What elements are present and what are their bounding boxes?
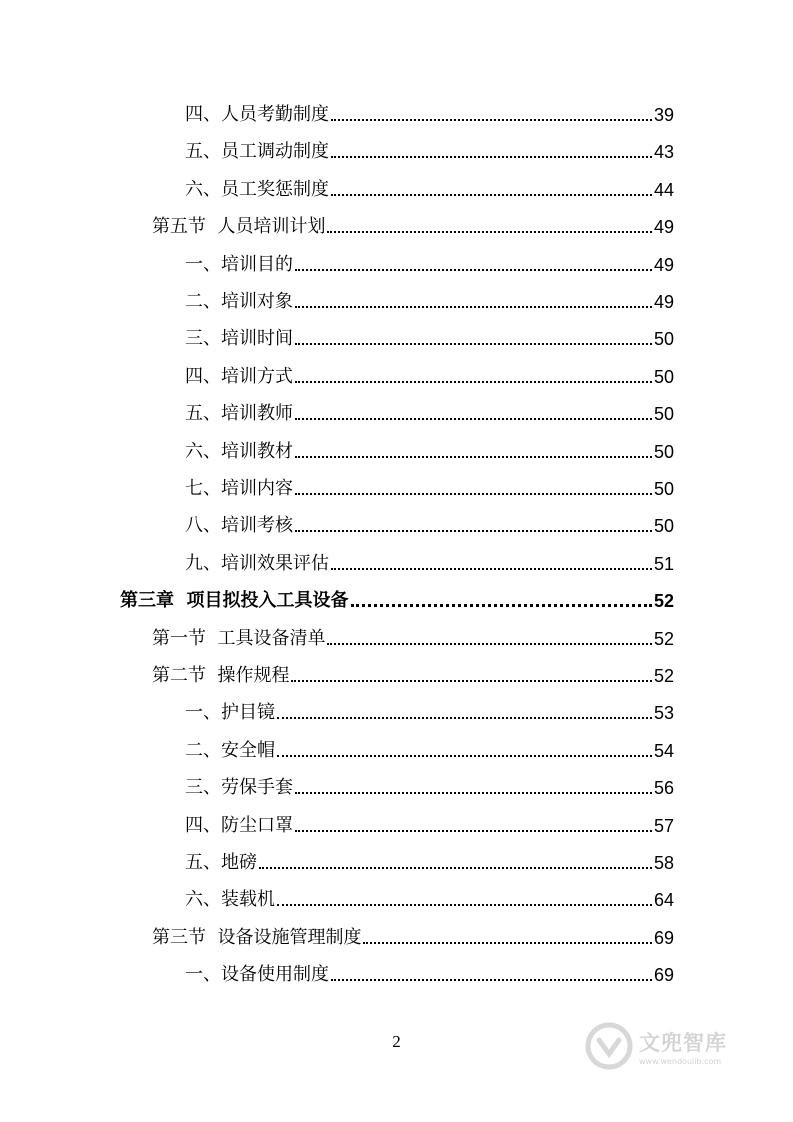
toc-dot-leader [295, 269, 652, 271]
toc-entry[interactable] [152, 624, 674, 650]
toc-entry-page-number: 69 [653, 927, 674, 948]
watermark-url: www.wendoulib.com [639, 1056, 722, 1066]
toc-entry-title: 七、培训内容 [185, 478, 293, 499]
toc-entry-title: 第三章 项目拟投入工具设备 [120, 590, 349, 612]
toc-entry[interactable] [185, 250, 674, 276]
toc-entry-page-number: 49 [653, 254, 674, 275]
toc-entry[interactable] [185, 885, 674, 911]
wendou-logo-icon [585, 1022, 633, 1070]
toc-entry-page-number: 58 [653, 853, 674, 873]
toc-entry-page-number: 64 [653, 890, 674, 911]
toc-dot-leader [331, 979, 652, 981]
toc-dot-leader [331, 119, 652, 121]
toc-dot-leader [295, 456, 652, 458]
toc-entry[interactable] [185, 698, 674, 724]
toc-dot-leader [277, 717, 652, 719]
toc-entry-title: 四、防尘口罩 [185, 814, 293, 836]
toc-dot-leader [295, 306, 652, 308]
toc-entry-title: 第二节 操作规程 [152, 665, 290, 686]
toc-dot-leader [295, 381, 652, 383]
toc-entry-title: 第三节 设备设施管理制度 [152, 926, 362, 948]
toc-dot-leader [363, 942, 652, 944]
toc-entry-page-number: 52 [653, 628, 674, 649]
toc-entry[interactable] [185, 137, 674, 163]
toc-entry-page-number: 52 [653, 666, 674, 686]
toc-dot-leader [331, 568, 652, 570]
toc-entry[interactable] [185, 549, 674, 575]
toc-entry-page-number: 50 [653, 516, 674, 537]
toc-entry-title: 二、安全帽 [185, 739, 275, 761]
toc-entry-page-number: 53 [653, 703, 674, 724]
toc-entry-title: 五、员工调动制度 [185, 141, 329, 163]
toc-entry[interactable] [185, 399, 674, 425]
toc-entry-title: 一、护目镜 [185, 702, 275, 724]
toc-entry[interactable] [185, 848, 674, 874]
toc-entry-title: 一、培训目的 [185, 253, 293, 275]
toc-entry[interactable] [185, 324, 674, 350]
toc-entry[interactable] [185, 175, 674, 201]
toc-entry[interactable] [185, 362, 674, 388]
toc-entry-page-number: 50 [653, 366, 674, 387]
toc-dot-leader [327, 231, 652, 233]
toc-entry-title: 九、培训效果评估 [185, 552, 329, 574]
toc-entry-page-number: 50 [653, 441, 674, 462]
toc-entry[interactable] [152, 661, 674, 687]
toc-dot-leader [295, 530, 652, 532]
toc-entry[interactable] [185, 736, 674, 762]
toc-entry[interactable] [152, 212, 674, 238]
toc-entry-title: 四、人员考勤制度 [185, 104, 329, 125]
toc-entry-page-number: 49 [653, 217, 674, 238]
toc-entry-title: 第五节 人员培训计划 [152, 216, 326, 238]
toc-dot-leader [295, 493, 652, 495]
toc-entry-page-number: 51 [653, 553, 674, 574]
toc-entry[interactable] [185, 773, 674, 799]
toc-dot-leader [331, 156, 652, 158]
toc-entry-page-number: 50 [653, 404, 674, 425]
toc-dot-leader [295, 418, 652, 420]
toc-entry-page-number: 56 [653, 778, 674, 799]
toc-dot-leader [259, 867, 652, 869]
toc-dot-leader [295, 830, 652, 832]
toc-entry[interactable] [120, 586, 674, 612]
watermark [585, 1018, 765, 1074]
toc-entry-title: 五、培训教师 [185, 403, 293, 425]
toc-dot-leader [327, 643, 652, 645]
toc-entry-page-number: 69 [653, 965, 674, 986]
toc-entry-title: 三、劳保手套 [185, 777, 293, 799]
toc-dot-leader [291, 680, 652, 682]
toc-entry-title: 六、装载机 [185, 889, 275, 911]
toc-entry[interactable] [185, 511, 674, 537]
toc-entry[interactable] [185, 960, 674, 986]
page-number: 2 [392, 1032, 401, 1051]
toc-entry-title: 第一节 工具设备清单 [152, 627, 326, 649]
toc-entry[interactable] [185, 287, 674, 313]
toc-entry-title: 四、培训方式 [185, 365, 293, 387]
toc-entry-title: 八、培训考核 [185, 515, 293, 537]
toc-entry[interactable] [185, 437, 674, 463]
toc-entry-page-number: 57 [653, 815, 674, 836]
toc-entry-page-number: 54 [653, 740, 674, 761]
toc-entry-title: 一、设备使用制度 [185, 964, 329, 986]
toc-entry[interactable] [185, 474, 674, 500]
toc-entry-title: 六、员工奖惩制度 [185, 178, 329, 200]
toc-entry-page-number: 43 [653, 142, 674, 163]
toc-dot-leader [351, 604, 652, 607]
toc-entry-title: 六、培训教材 [185, 440, 293, 462]
toc-entry-page-number: 50 [653, 329, 674, 350]
toc-entry[interactable] [152, 923, 674, 949]
toc-entry[interactable] [185, 811, 674, 837]
toc-dot-leader [277, 755, 652, 757]
toc-entry-title: 三、培训时间 [185, 328, 293, 350]
watermark-text [639, 1027, 727, 1066]
watermark-name: 文兜智库 [639, 1030, 727, 1055]
toc-dot-leader [295, 343, 652, 345]
toc-entry-page-number: 52 [653, 591, 674, 612]
toc-entry-page-number: 39 [653, 105, 674, 125]
toc-entry[interactable] [185, 100, 674, 126]
toc-dot-leader [331, 194, 652, 196]
toc-entry-title: 五、地磅 [185, 852, 257, 873]
toc-dot-leader [295, 792, 652, 794]
toc-dot-leader [277, 904, 652, 906]
toc-entry-page-number: 49 [653, 292, 674, 312]
toc-entry-page-number: 44 [653, 179, 674, 200]
toc-entry-page-number: 50 [653, 479, 674, 499]
toc-entry-title: 二、培训对象 [185, 291, 293, 312]
